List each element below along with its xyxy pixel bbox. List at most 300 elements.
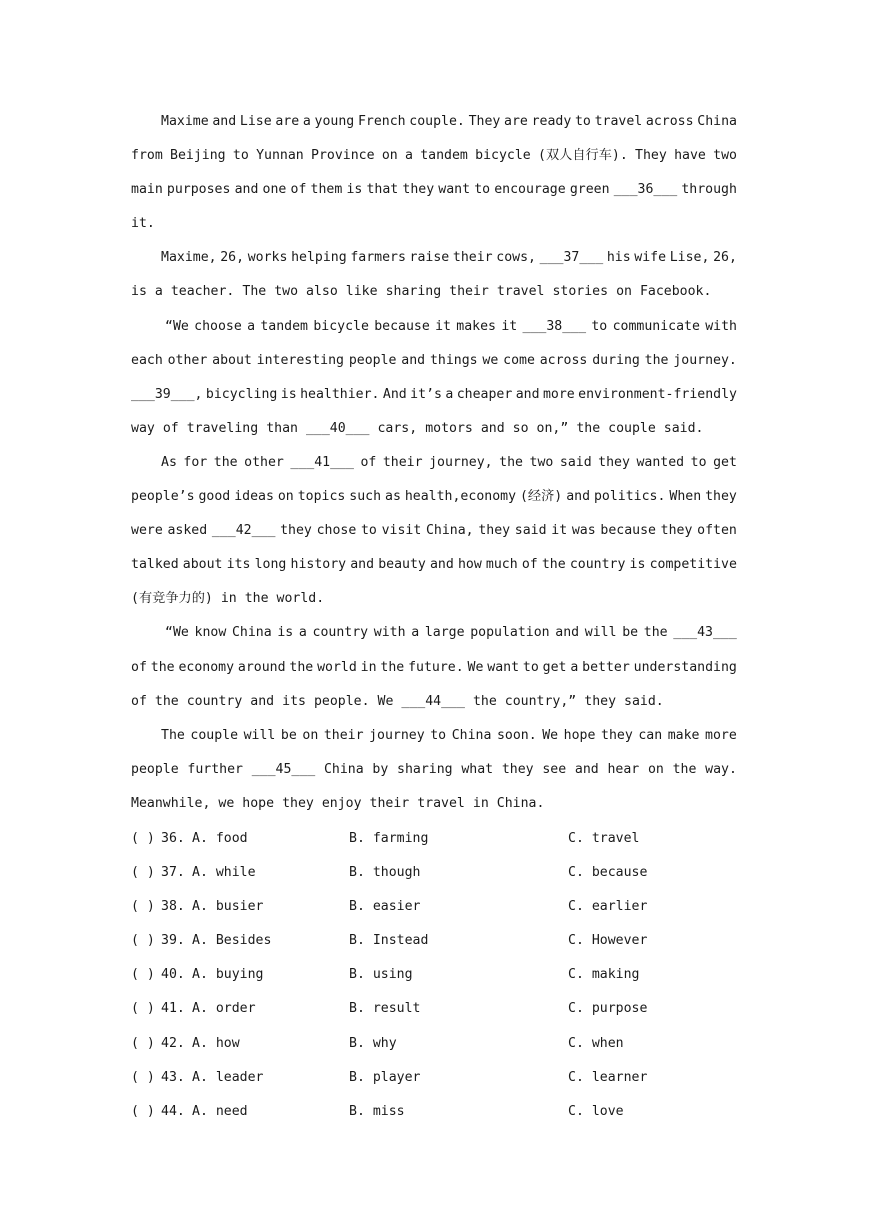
- passage-line: [131, 173, 737, 207]
- passage-word: to: [574, 114, 591, 129]
- option-b: B. farming: [349, 831, 429, 846]
- passage-word: (经济): [519, 489, 563, 505]
- passage-word: it: [501, 318, 518, 334]
- passage-word: want: [487, 659, 520, 675]
- passage-word: them: [310, 182, 343, 198]
- passage-word: We: [467, 659, 484, 675]
- passage-word: ___37___: [539, 250, 604, 266]
- option-b: B. Instead: [349, 933, 429, 949]
- passage-word: wife: [634, 250, 667, 266]
- passage-word: two: [274, 284, 299, 300]
- passage-word: to: [474, 182, 491, 198]
- passage-word: purposes: [166, 182, 231, 198]
- option-c: C. learner: [568, 1069, 648, 1085]
- passage-word: ___41___: [290, 454, 354, 470]
- passage-word: couple: [190, 727, 239, 743]
- passage-line: [131, 207, 737, 241]
- passage-word: The: [161, 727, 185, 743]
- answer-bracket: ( ): [131, 933, 155, 949]
- passage-word: stories: [552, 284, 609, 300]
- passage-word: and: [555, 625, 580, 641]
- passage-word: and: [566, 489, 591, 505]
- passage-word: topics: [297, 489, 346, 505]
- option-b: B. though: [349, 865, 421, 881]
- answer-options: [131, 822, 751, 1129]
- passage-word: get: [713, 454, 737, 470]
- passage-word: motors: [425, 420, 473, 436]
- passage-word: it: [435, 318, 451, 334]
- question-row: [131, 856, 751, 890]
- passage-word: people’s: [131, 489, 195, 505]
- passage-word: ___43___: [673, 625, 737, 641]
- passage-word: 26,: [713, 250, 737, 266]
- answer-bracket: ( ): [131, 1035, 155, 1051]
- passage-word: helping: [291, 250, 347, 266]
- passage-word: teacher.: [170, 284, 235, 300]
- passage-word: country: [569, 557, 626, 573]
- passage-word: large: [424, 625, 465, 641]
- passage-word: bicycling: [205, 386, 278, 402]
- passage-word: of: [521, 557, 538, 573]
- passage-word: their: [323, 727, 364, 743]
- passage-word: also: [306, 284, 338, 300]
- passage-word: bicycle: [475, 148, 531, 164]
- passage-line: [131, 753, 737, 787]
- passage-word: way: [131, 420, 155, 436]
- passage-word: Lise: [239, 114, 272, 129]
- passage-word: across: [539, 352, 588, 368]
- option-b: B. player: [349, 1069, 421, 1085]
- passage-word: his: [606, 250, 631, 266]
- passage-word: each: [131, 352, 163, 368]
- passage-line: [131, 139, 737, 173]
- passage-word: things: [429, 352, 478, 368]
- passage-word: than: [266, 420, 298, 436]
- answer-bracket: ( ): [131, 1103, 155, 1119]
- passage-word: beauty: [378, 557, 426, 573]
- passage-word: its: [282, 693, 306, 709]
- passage-word: the: [644, 352, 669, 368]
- passage-word: Beijing: [170, 148, 226, 164]
- passage-word: it: [551, 523, 568, 539]
- question-row: [131, 1095, 751, 1129]
- passage-word: about: [212, 352, 252, 368]
- question-number: 41.: [161, 1001, 185, 1017]
- passage-word: raise: [409, 250, 450, 266]
- passage-word: sharing: [397, 761, 453, 777]
- passage-word: want: [438, 182, 471, 198]
- passage-word: bicycle: [313, 318, 369, 334]
- passage-word: of: [360, 454, 377, 470]
- answer-bracket: ( ): [131, 831, 155, 846]
- passage-word: a: [445, 386, 454, 402]
- passage-word: its: [226, 557, 251, 573]
- passage-word: hope: [563, 727, 596, 743]
- passage-word: in: [360, 659, 377, 675]
- passage-word: and: [574, 761, 599, 777]
- passage-word: They: [468, 114, 501, 129]
- passage-word: China,: [425, 523, 474, 539]
- passage-word: good: [198, 489, 231, 505]
- passage-word: to: [360, 523, 377, 539]
- passage-word: are: [275, 114, 300, 129]
- passage-word: As: [161, 454, 177, 470]
- option-a: A. while: [192, 865, 256, 881]
- passage-word: ___38___: [522, 318, 587, 334]
- passage-word: travel: [417, 795, 465, 811]
- passage-word: ideas: [234, 489, 274, 505]
- option-c: C. earlier: [568, 899, 648, 915]
- passage-word: choose: [194, 318, 242, 334]
- passage-word: main: [131, 182, 163, 198]
- passage-word: We: [377, 693, 394, 709]
- passage-word: Lise,: [669, 250, 710, 266]
- passage-word: like: [345, 284, 378, 300]
- passage-word: on: [302, 727, 319, 743]
- option-b: B. miss: [349, 1103, 405, 1119]
- passage-word: they: [282, 795, 314, 811]
- passage-line: [131, 446, 737, 480]
- passage-word: the: [672, 761, 697, 777]
- passage-word: politics.: [593, 489, 666, 505]
- passage-line: [131, 378, 737, 412]
- passage-word: French: [357, 114, 406, 129]
- passage-word: that: [366, 182, 399, 198]
- passage-word: with: [705, 318, 737, 334]
- passage-word: they: [584, 693, 617, 709]
- option-a: A. food: [192, 831, 248, 846]
- passage-word: to: [690, 454, 707, 470]
- reading-passage: [131, 105, 737, 821]
- passage-word: is: [131, 284, 147, 300]
- passage-word: travel: [594, 114, 643, 129]
- passage-word: they: [280, 523, 312, 539]
- passage-word: the: [576, 420, 601, 436]
- passage-word: ready: [531, 114, 572, 129]
- passage-word: people: [348, 352, 397, 368]
- passage-word: make: [667, 727, 700, 743]
- passage-word: And: [382, 386, 407, 402]
- passage-word: see: [542, 761, 567, 777]
- passage-word: journey.: [673, 352, 737, 368]
- passage-word: so: [512, 420, 529, 436]
- passage-word: their: [449, 284, 489, 300]
- passage-word: visit: [381, 523, 422, 539]
- passage-word: on,”: [536, 420, 569, 436]
- passage-word: China: [697, 114, 737, 129]
- passage-line: [131, 344, 737, 378]
- passage-word: of: [131, 693, 147, 709]
- question-row: [131, 890, 751, 924]
- passage-word: other: [167, 352, 208, 368]
- passage-line: [131, 412, 737, 446]
- passage-word: The: [242, 284, 267, 300]
- passage-word: couple: [608, 420, 656, 436]
- passage-word: history: [290, 557, 347, 573]
- passage-word: what: [461, 761, 494, 777]
- question-row: [131, 822, 751, 856]
- passage-word: they: [601, 727, 633, 743]
- passage-word: their: [382, 454, 423, 470]
- passage-word: can: [638, 727, 663, 743]
- passage-word: further: [187, 761, 243, 777]
- passage-word: is: [280, 386, 297, 402]
- passage-word: the: [213, 454, 238, 470]
- passage-word: tandem: [260, 318, 308, 334]
- passage-line: [131, 582, 737, 616]
- passage-word: China: [451, 727, 492, 743]
- passage-word: “We: [165, 318, 189, 334]
- passage-word: through: [681, 182, 737, 198]
- option-a: A. leader: [192, 1069, 264, 1085]
- passage-word: come: [503, 352, 535, 368]
- passage-word: hope: [242, 795, 275, 811]
- question-row: [131, 924, 751, 958]
- passage-word: couple.: [409, 114, 465, 129]
- question-number: 39.: [161, 933, 185, 949]
- passage-word: travel: [496, 284, 545, 300]
- passage-word: young: [314, 114, 355, 129]
- passage-word: world: [317, 659, 357, 675]
- passage-word: how: [457, 557, 482, 573]
- passage-word: of: [162, 420, 179, 436]
- passage-word: makes: [456, 318, 496, 334]
- passage-word: the: [643, 625, 668, 641]
- option-c: C. when: [568, 1035, 624, 1051]
- passage-word: we: [218, 795, 235, 811]
- passage-word: said: [514, 523, 547, 539]
- passage-word: “We: [165, 625, 189, 641]
- passage-word: healthier.: [300, 386, 380, 402]
- passage-word: on: [616, 284, 632, 300]
- passage-word: (有竞争力的): [131, 591, 213, 607]
- passage-word: a: [404, 148, 413, 164]
- answer-bracket: ( ): [131, 865, 155, 881]
- passage-word: have: [674, 148, 706, 164]
- passage-word: the: [472, 693, 497, 709]
- passage-word: they: [501, 761, 534, 777]
- passage-word: ___36___: [613, 182, 678, 198]
- passage-word: competitive: [649, 557, 737, 573]
- passage-word: know: [194, 625, 227, 641]
- passage-word: to: [591, 318, 608, 334]
- passage-word: wanted: [636, 454, 685, 470]
- option-a: A. need: [192, 1103, 248, 1119]
- passage-word: on: [381, 148, 398, 164]
- option-c: C. travel: [568, 831, 640, 846]
- option-c: C. because: [568, 865, 648, 881]
- passage-word: for: [183, 454, 208, 470]
- question-row: [131, 958, 751, 992]
- passage-word: China.: [496, 795, 545, 811]
- passage-word: the: [289, 659, 314, 675]
- passage-word: said: [559, 454, 592, 470]
- passage-line: [131, 719, 737, 753]
- passage-line: [131, 105, 737, 139]
- passage-word: cars,: [377, 420, 418, 436]
- passage-word: encourage: [494, 182, 566, 198]
- passage-word: to: [430, 727, 447, 743]
- option-c: C. However: [568, 933, 648, 949]
- passage-word: 26,: [220, 250, 245, 266]
- passage-word: of: [131, 659, 147, 675]
- passage-word: is: [277, 625, 294, 641]
- passage-word: they: [660, 523, 693, 539]
- passage-word: were: [131, 523, 163, 539]
- passage-word: we: [482, 352, 499, 368]
- passage-line: [131, 685, 737, 719]
- passage-word: and: [350, 557, 375, 573]
- passage-word: talked: [131, 557, 179, 573]
- passage-word: the: [380, 659, 405, 675]
- passage-word: a: [154, 284, 163, 300]
- passage-word: country: [186, 693, 243, 709]
- passage-word: the: [244, 591, 269, 607]
- option-b: B. using: [349, 967, 413, 983]
- passage-word: other: [244, 454, 284, 470]
- passage-word: works: [247, 250, 288, 266]
- passage-word: more: [542, 386, 575, 402]
- passage-word: ___45___: [251, 761, 316, 777]
- passage-line: [131, 514, 737, 548]
- passage-line: [131, 616, 737, 650]
- passage-word: interesting: [256, 352, 344, 368]
- passage-word: long: [254, 557, 287, 573]
- option-b: B. why: [349, 1035, 397, 1051]
- option-a: A. Besides: [192, 933, 272, 949]
- passage-word: a: [570, 659, 579, 675]
- passage-word: two: [529, 454, 554, 470]
- passage-word: understanding: [633, 659, 737, 675]
- answer-bracket: ( ): [131, 1001, 155, 1017]
- passage-word: because: [374, 318, 430, 334]
- passage-word: with: [373, 625, 406, 641]
- passage-word: green: [569, 182, 610, 198]
- passage-word: will: [243, 727, 276, 743]
- option-a: A. order: [192, 1001, 256, 1017]
- passage-word: of: [290, 182, 307, 198]
- passage-word: cows,: [496, 250, 536, 266]
- passage-word: cheaper: [456, 386, 513, 402]
- passage-line: [131, 548, 737, 582]
- passage-word: population: [470, 625, 550, 641]
- passage-word: We: [542, 727, 559, 743]
- passage-word: said.: [624, 693, 664, 709]
- passage-word: When: [669, 489, 702, 505]
- question-number: 42.: [161, 1035, 185, 1051]
- passage-word: and: [212, 114, 237, 129]
- passage-word: a: [302, 114, 311, 129]
- passage-word: they: [598, 454, 630, 470]
- passage-word: hear: [607, 761, 640, 777]
- question-row: [131, 992, 751, 1026]
- passage-word: by: [372, 761, 389, 777]
- passage-line: [131, 651, 737, 685]
- passage-word: traveling: [186, 420, 259, 436]
- passage-word: a: [411, 625, 420, 641]
- passage-word: during: [592, 352, 640, 368]
- option-b: B. easier: [349, 899, 421, 915]
- passage-word: enjoy: [321, 795, 362, 811]
- passage-word: chose: [316, 523, 357, 539]
- passage-word: ___40___: [305, 420, 370, 436]
- passage-word: and: [429, 557, 454, 573]
- option-c: C. purpose: [568, 1001, 648, 1017]
- passage-word: more: [705, 727, 737, 743]
- question-row: [131, 1027, 751, 1061]
- passage-word: health,economy: [404, 489, 517, 505]
- passage-word: to: [232, 148, 249, 164]
- passage-word: to: [522, 659, 539, 675]
- passage-word: environment-friendly: [578, 386, 737, 402]
- passage-word: tandem: [420, 148, 468, 164]
- passage-word: two: [713, 148, 737, 164]
- passage-word: be: [622, 625, 639, 641]
- option-a: A. buying: [192, 967, 264, 983]
- passage-word: because: [600, 523, 656, 539]
- passage-word: they: [402, 182, 435, 198]
- passage-word: the: [541, 557, 566, 573]
- passage-word: a: [298, 625, 307, 641]
- passage-word: and: [515, 386, 540, 402]
- passage-word: on: [277, 489, 294, 505]
- answer-bracket: ( ): [131, 1069, 155, 1085]
- passage-word: as: [385, 489, 401, 505]
- passage-word: the: [150, 659, 175, 675]
- passage-word: was: [571, 523, 596, 539]
- passage-word: about: [182, 557, 223, 573]
- answer-bracket: ( ): [131, 899, 155, 915]
- passage-word: and: [401, 352, 426, 368]
- passage-word: journey,: [429, 454, 493, 470]
- option-b: B. result: [349, 1001, 421, 1017]
- passage-word: such: [349, 489, 382, 505]
- passage-line: [131, 275, 737, 309]
- passage-word: country: [312, 625, 369, 641]
- passage-word: world.: [276, 591, 325, 607]
- question-number: 38.: [161, 899, 185, 915]
- passage-word: from: [131, 148, 163, 164]
- passage-word: is: [346, 182, 363, 198]
- passage-word: They: [635, 148, 667, 164]
- passage-word: communicate: [612, 318, 700, 334]
- passage-word: Facebook.: [639, 284, 712, 300]
- passage-word: China: [323, 761, 364, 777]
- passage-word: they: [705, 489, 737, 505]
- passage-word: be: [280, 727, 297, 743]
- passage-word: on: [647, 761, 664, 777]
- passage-word: and: [480, 420, 505, 436]
- passage-word: they: [478, 523, 511, 539]
- passage-word: people.: [313, 693, 370, 709]
- passage-word: country,”: [504, 693, 577, 709]
- passage-word: their: [452, 250, 493, 266]
- passage-word: journey: [369, 727, 425, 743]
- passage-word: Maxime,: [161, 250, 217, 266]
- passage-line: [131, 480, 737, 514]
- passage-line: [131, 241, 737, 275]
- passage-word: China: [231, 625, 272, 641]
- question-row: [131, 1061, 751, 1095]
- question-number: 44.: [161, 1103, 185, 1119]
- passage-word: in: [472, 795, 489, 811]
- question-number: 37.: [161, 865, 185, 881]
- passage-word: get: [542, 659, 567, 675]
- answer-bracket: ( ): [131, 967, 155, 983]
- passage-word: Meanwhile,: [131, 795, 211, 811]
- question-number: 40.: [161, 967, 185, 983]
- passage-word: Maxime: [161, 114, 209, 129]
